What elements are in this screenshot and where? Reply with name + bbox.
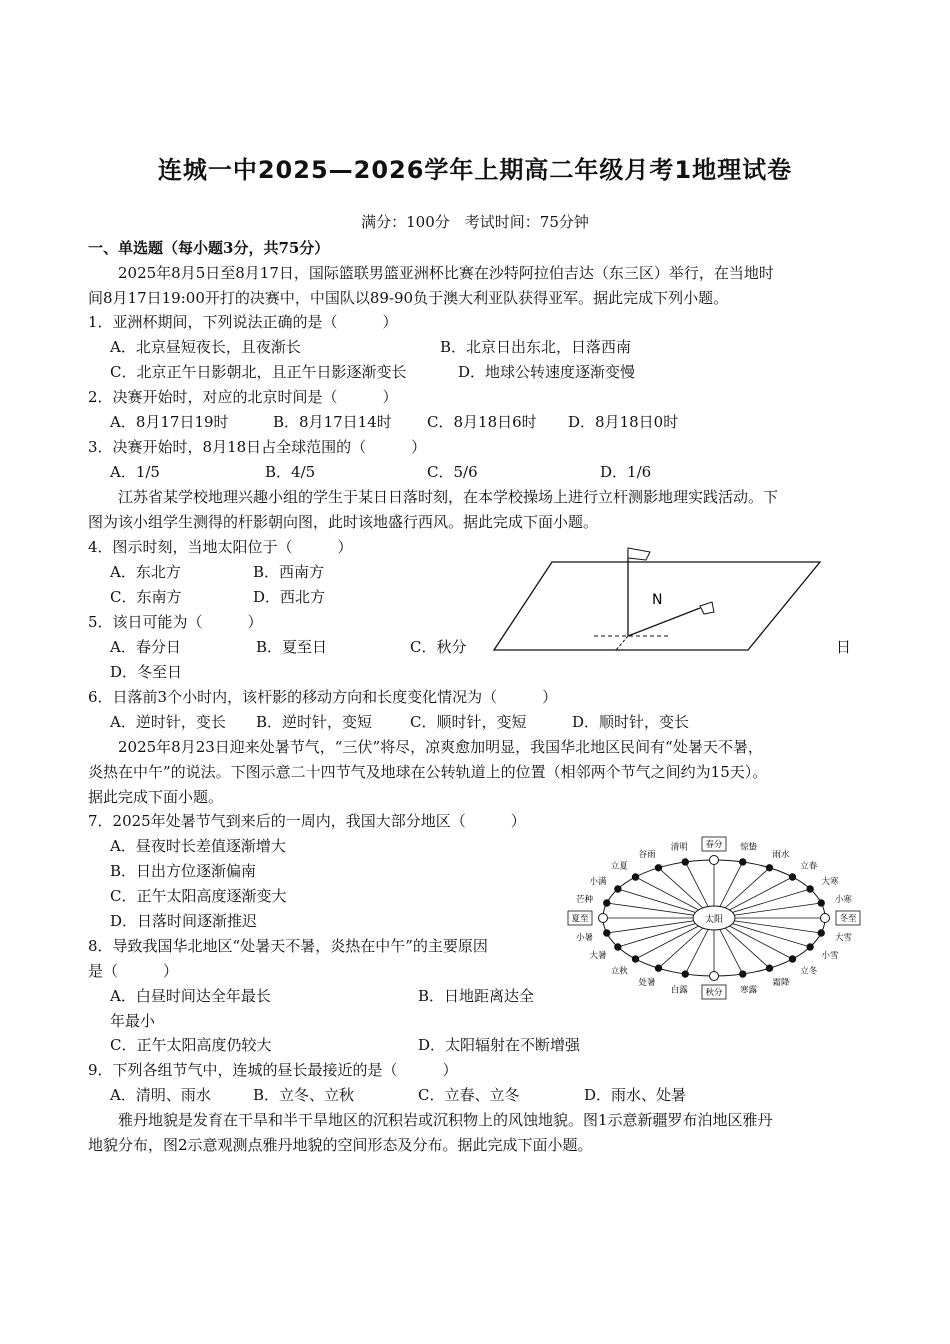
- q4-option-b: B．西南方: [253, 563, 325, 581]
- solar-term-label: 春分: [705, 840, 723, 850]
- q1-option-a: A．北京昼短夜长，且夜渐长: [110, 338, 301, 356]
- q9-stem: 9．下列各组节气中，连城的昼长最接近的是（ ）: [88, 1061, 458, 1079]
- solar-term-label: 立秋: [610, 966, 628, 977]
- solar-term-label: 大暑: [589, 951, 607, 961]
- solar-term-label: 大雪: [834, 933, 852, 944]
- earth-position-dot: [710, 972, 719, 981]
- passage3-line2: 炎热在中午”的说法。下图示意二十四节气及地球在公转轨道上的位置（相邻两个节气之间约为15天）。: [88, 763, 768, 781]
- q6-option-d: D．顺时针，变长: [572, 713, 690, 731]
- solar-term-label: 惊蛰: [740, 842, 758, 853]
- q4-option-a: A．东北方: [110, 563, 181, 581]
- q8-option-b-line1: B．日地距离达全: [418, 987, 535, 1005]
- solar-term-label: 立春: [800, 861, 818, 872]
- solar-term-label: 冬至: [839, 914, 857, 924]
- solar-term-label: 小满: [589, 877, 607, 887]
- q6-stem: 6．日落前3个小时内，该杆影的移动方向和长度变化情况为（ ）: [88, 688, 558, 706]
- earth-position-dot: [818, 930, 824, 936]
- q6-option-a: A．逆时针，变长: [110, 713, 226, 731]
- q3-option-b: B．4/5: [265, 463, 316, 481]
- solar-term-label: 小暑: [576, 933, 594, 944]
- q8-option-d: D．太阳辐射在不断增强: [418, 1036, 581, 1054]
- q5-option-b: B．夏至日: [256, 638, 328, 656]
- q2-option-d: D．8月18日0时: [568, 413, 679, 431]
- q8-option-c: C．正午太阳高度仍较大: [110, 1036, 272, 1054]
- q1-option-d: D．地球公转速度逐渐变慢: [458, 363, 636, 381]
- q2-stem: 2．决赛开始时，对应的北京时间是（ ）: [88, 388, 398, 406]
- north-label: N: [652, 592, 663, 608]
- earth-position-dot: [632, 956, 638, 962]
- north-south-dashed-line: [616, 636, 628, 650]
- solar-term-label: 大寒: [821, 877, 839, 887]
- solar-term-label: 处暑: [638, 978, 656, 989]
- q2-option-a: A．8月17日19时: [110, 413, 229, 431]
- q4-option-d: D．西北方: [253, 588, 326, 606]
- q7-option-b: B．日出方位逐渐偏南: [110, 862, 257, 880]
- solar-term-label: 小雪: [821, 951, 839, 961]
- earth-position-dot: [740, 971, 746, 977]
- earth-position-dot: [821, 914, 830, 923]
- solar-term-label: 白露: [670, 985, 688, 996]
- q1-option-c: C．北京正午日影朝北，且正午日影逐渐变长: [110, 363, 407, 381]
- solar-term-label: 芒种: [576, 894, 594, 905]
- passage4-line2: 地貌分布，图2示意观测点雅丹地貌的空间形态及分布。据此完成下面小题。: [88, 1136, 593, 1154]
- q5-option-a: A．春分日: [110, 638, 181, 656]
- q2-option-b: B．8月17日14时: [273, 413, 392, 431]
- earth-position-dot: [632, 874, 638, 880]
- q8-stem-line1: 8．导致我国华北地区“处暑天不暑，炎热在中午”的主要原因: [88, 937, 488, 955]
- q7-option-d: D．日落时间逐渐推迟: [110, 912, 258, 930]
- q3-option-c: C．5/6: [427, 463, 478, 481]
- earth-position-dot: [604, 900, 610, 906]
- solar-term-label: 秋分: [705, 988, 723, 998]
- earth-position-dot: [615, 886, 621, 892]
- q8-stem-line2: 是（ ）: [88, 962, 179, 980]
- solar-term-label: 雨水: [772, 849, 790, 860]
- earth-position-dot: [807, 944, 813, 950]
- earth-position-dot: [766, 865, 772, 871]
- passage3-line1: 2025年8月23日迎来处暑节气，“三伏”将尽，凉爽愈加明显，我国华北地区民间有“处暑天不暑，: [118, 738, 763, 756]
- q9-option-b: B．立冬、立秋: [253, 1086, 355, 1104]
- q9-option-a: A．清明、雨水: [110, 1086, 211, 1104]
- q3-option-d: D．1/6: [600, 463, 652, 481]
- q3-stem: 3．决赛开始时，8月18日占全球范围的（ ）: [88, 438, 427, 456]
- q5-option-c: C．秋分: [410, 638, 467, 656]
- section-heading: 一、单选题（每小题3分，共75分）: [88, 239, 330, 257]
- earth-position-dot: [682, 971, 688, 977]
- q8-option-a: A．白昼时间达全年最长: [110, 987, 271, 1005]
- earth-position-dot: [740, 859, 746, 865]
- earth-position-dot: [682, 859, 688, 865]
- passage3-line3: 据此完成下面小题。: [88, 788, 224, 806]
- solar-term-label: 清明: [670, 842, 688, 853]
- earth-position-dot: [655, 965, 661, 971]
- earth-position-dot: [789, 874, 795, 880]
- passage2-line2: 图为该小组学生测得的杆影朝向图，此时该地盛行西风。据此完成下面小题。: [88, 513, 599, 531]
- earth-position-dot: [710, 856, 719, 865]
- q2-option-c: C．8月18日6时: [427, 413, 537, 431]
- q1-option-b: B．北京日出东北，日落西南: [440, 338, 632, 356]
- q1-stem: 1．亚洲杯期间，下列说法正确的是（ ）: [88, 313, 398, 331]
- solar-term-label: 小寒: [834, 894, 852, 905]
- passage1-line2: 间8月17日19:00开打的决赛中，中国队以89-90负于澳大利亚队获得亚军。据此完成下列小题。: [88, 289, 729, 307]
- solar-term-label: 立夏: [610, 861, 628, 872]
- earth-position-dot: [599, 914, 608, 923]
- passage4-line1: 雅丹地貌是发育在干旱和半干旱地区的沉积岩或沉积物上的风蚀地貌。图1示意新疆罗布泊地区雅丹: [118, 1111, 773, 1129]
- q5-option-c-tail: 日: [836, 638, 852, 656]
- q4-stem: 4．图示时刻，当地太阳位于（ ）: [88, 538, 353, 556]
- q6-option-c: C．顺时针，变短: [410, 713, 527, 731]
- page-title: 连城一中2025—2026学年上期高二年级月考1地理试卷: [157, 156, 793, 184]
- solar-term-label: 霜降: [772, 978, 790, 989]
- earth-position-dot: [807, 886, 813, 892]
- sun-label: 太阳: [704, 915, 724, 925]
- q3-option-a: A．1/5: [110, 463, 160, 481]
- q9-option-d: D．雨水、处暑: [584, 1086, 687, 1104]
- earth-position-dot: [655, 865, 661, 871]
- solar-term-label: 寒露: [740, 985, 758, 996]
- solar-term-label: 谷雨: [638, 849, 656, 860]
- q8-option-b-line2: 年最小: [110, 1012, 156, 1030]
- q7-option-a: A．昼夜时长差值逐渐增大: [110, 837, 286, 855]
- earth-position-dot: [789, 956, 795, 962]
- exam-meta: 满分：100分 考试时间：75分钟: [361, 213, 589, 231]
- q4-option-c: C．东南方: [110, 588, 182, 606]
- shadow-flag-icon: [700, 602, 714, 614]
- passage1-line1: 2025年8月5日至8月17日，国际篮联男篮亚洲杯比赛在沙特阿拉伯吉达（东三区）举行，在当地时: [118, 264, 774, 282]
- solar-terms-orbit-figure: [562, 830, 866, 1006]
- pole-flag-icon: [628, 548, 650, 560]
- q7-stem: 7．2025年处暑节气到来后的一周内，我国大部分地区（ ）: [88, 812, 526, 830]
- earth-position-dot: [818, 900, 824, 906]
- q7-option-c: C．正午太阳高度逐渐变大: [110, 887, 287, 905]
- earth-position-dot: [766, 965, 772, 971]
- earth-position-dot: [615, 944, 621, 950]
- passage2-line1: 江苏省某学校地理兴趣小组的学生于某日日落时刻，在本学校操场上进行立杆测影地理实践活动。下: [118, 488, 779, 506]
- earth-position-dot: [604, 930, 610, 936]
- solar-term-label: 夏至: [571, 914, 589, 924]
- solar-term-label: 立冬: [800, 966, 818, 977]
- q6-option-b: B．逆时针，变短: [256, 713, 373, 731]
- pole-shadow-figure: [490, 542, 830, 654]
- q5-stem: 5．该日可能为（ ）: [88, 613, 263, 631]
- pole-shadow: [628, 608, 700, 636]
- q5-option-d: D．冬至日: [110, 663, 183, 681]
- q9-option-c: C．立春、立冬: [418, 1086, 520, 1104]
